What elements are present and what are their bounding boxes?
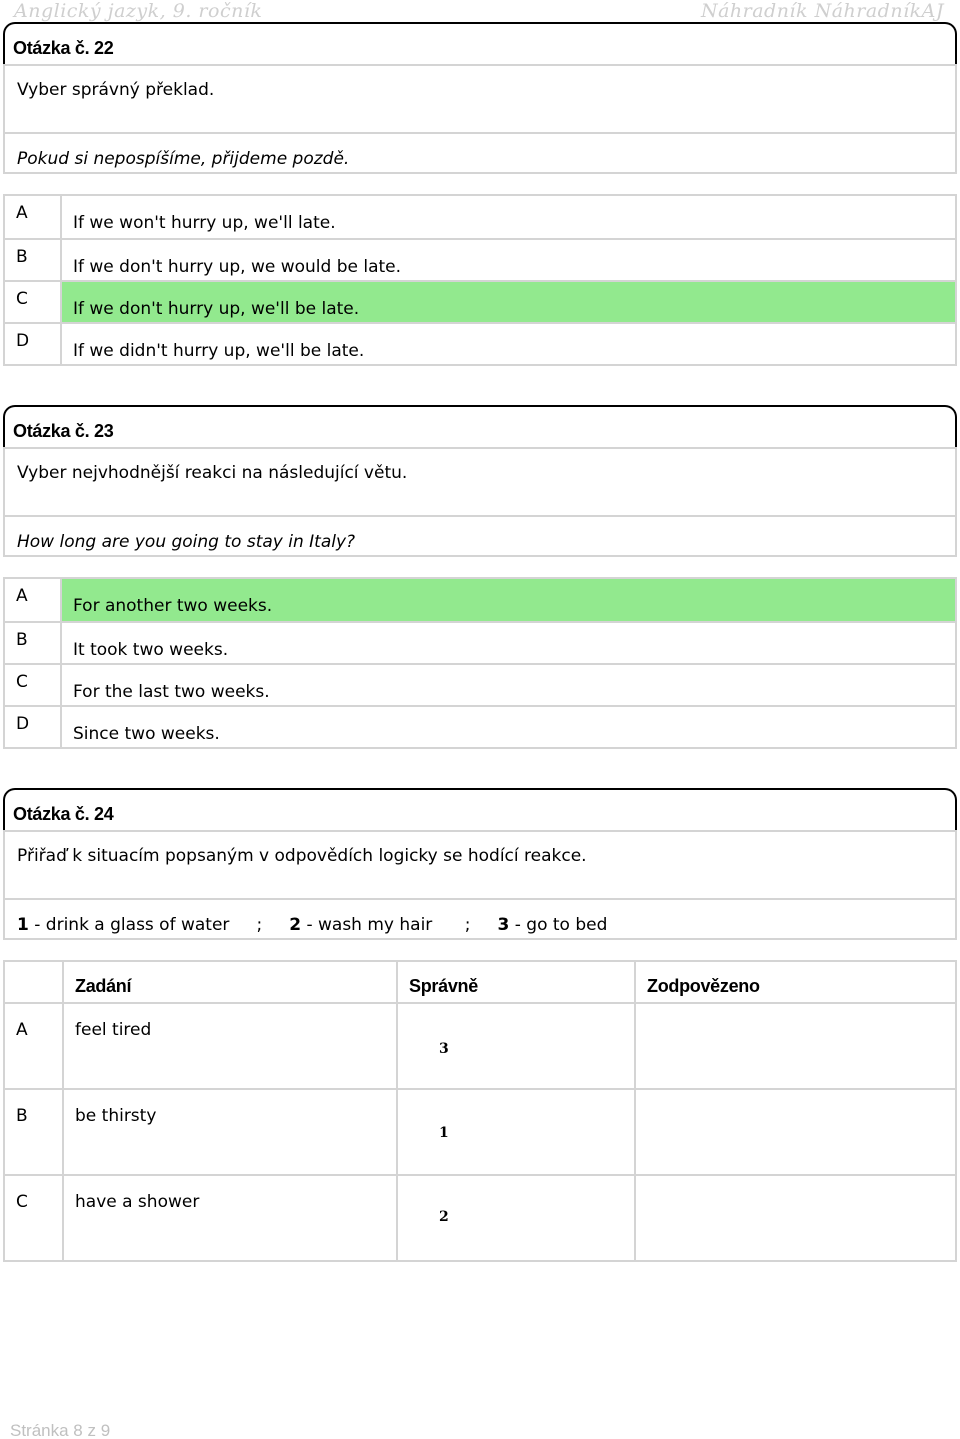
question-prompt-box bbox=[3, 64, 957, 134]
header-student: Náhradník NáhradníkAJ bbox=[700, 0, 944, 22]
option-row-d bbox=[5, 705, 955, 747]
choice-number: 2 bbox=[289, 915, 302, 935]
option-row-c-correct bbox=[5, 280, 955, 322]
option-row-c bbox=[5, 663, 955, 705]
header-task: Zadání bbox=[62, 962, 396, 1002]
option-text: If we won't hurry up, we'll late. bbox=[73, 213, 336, 233]
option-letter: A bbox=[5, 196, 62, 238]
row-letter: C bbox=[16, 1192, 28, 1212]
option-row-b bbox=[5, 238, 955, 280]
option-row-b bbox=[5, 621, 955, 663]
matching-row-c bbox=[5, 1174, 955, 1260]
row-correct bbox=[396, 1004, 634, 1088]
option-letter: B bbox=[5, 623, 62, 663]
choice-text: - wash my hair bbox=[301, 915, 433, 935]
option-letter: D bbox=[5, 707, 62, 747]
choices-box bbox=[3, 898, 957, 940]
option-text: For another two weeks. bbox=[62, 579, 955, 621]
option-text: For the last two weeks. bbox=[73, 682, 270, 702]
row-correct bbox=[396, 1176, 634, 1260]
option-text: It took two weeks. bbox=[73, 640, 229, 660]
options-table bbox=[3, 194, 957, 366]
row-answered bbox=[634, 1004, 955, 1088]
row-letter: A bbox=[16, 1020, 28, 1040]
option-letter: B bbox=[5, 240, 62, 280]
choices-line bbox=[17, 915, 607, 935]
options-table bbox=[3, 577, 957, 749]
row-answered bbox=[634, 1090, 955, 1174]
option-text: If we don't hurry up, we would be late. bbox=[73, 257, 402, 277]
question-prompt-box bbox=[3, 830, 957, 900]
question-sentence: How long are you going to stay in Italy? bbox=[17, 532, 356, 552]
matching-row-b bbox=[5, 1088, 955, 1174]
correct-answer-number: 1 bbox=[439, 1125, 449, 1141]
question-tab bbox=[3, 22, 957, 64]
question-sentence: Pokud si nepospíšíme, přijdeme pozdě. bbox=[17, 149, 350, 169]
option-text: Since two weeks. bbox=[73, 724, 220, 744]
option-text: If we didn't hurry up, we'll be late. bbox=[73, 341, 365, 361]
choice-separator: ; bbox=[256, 915, 263, 935]
option-text: If we don't hurry up, we'll be late. bbox=[62, 282, 955, 322]
question-prompt: Přiřaď k situacím popsaným v odpovědích logicky se hodící reakce. bbox=[17, 846, 587, 866]
header-empty-cell bbox=[5, 962, 62, 1002]
option-letter: C bbox=[5, 665, 62, 705]
matching-table bbox=[3, 960, 957, 1262]
question-tab bbox=[3, 788, 957, 830]
row-task: have a shower bbox=[62, 1176, 396, 1260]
matching-row-a bbox=[5, 1002, 955, 1088]
header-subject: Anglický jazyk, 9. ročník bbox=[14, 0, 263, 22]
question-title: Otázka č. 23 bbox=[13, 421, 114, 441]
question-prompt: Vyber nejvhodnější reakci na následující větu. bbox=[17, 463, 408, 483]
choice-number: 3 bbox=[497, 915, 510, 935]
option-row-a-correct bbox=[5, 579, 955, 621]
option-letter: D bbox=[5, 324, 62, 364]
option-row-a bbox=[5, 196, 955, 238]
header-answered: Zodpovězeno bbox=[634, 962, 955, 1002]
question-tab bbox=[3, 405, 957, 447]
matching-header-row bbox=[5, 962, 955, 1002]
option-letter: A bbox=[5, 579, 62, 621]
correct-answer-number: 2 bbox=[439, 1209, 449, 1225]
row-task: be thirsty bbox=[62, 1090, 396, 1174]
choice-separator: ; bbox=[464, 915, 471, 935]
question-prompt: Vyber správný překlad. bbox=[17, 80, 215, 100]
row-correct bbox=[396, 1090, 634, 1174]
option-letter: C bbox=[5, 282, 62, 322]
question-title: Otázka č. 24 bbox=[13, 804, 114, 824]
option-row-d bbox=[5, 322, 955, 364]
row-task: feel tired bbox=[62, 1004, 396, 1088]
correct-answer-number: 3 bbox=[439, 1041, 449, 1057]
choice-text: - go to bed bbox=[509, 915, 608, 935]
question-prompt-box bbox=[3, 447, 957, 517]
row-letter: B bbox=[16, 1106, 28, 1126]
choice-number: 1 bbox=[17, 915, 29, 935]
question-sentence-box bbox=[3, 132, 957, 174]
choice-text: - drink a glass of water bbox=[28, 915, 230, 935]
header-correct: Správně bbox=[396, 962, 634, 1002]
question-title: Otázka č. 22 bbox=[13, 38, 114, 58]
row-answered bbox=[634, 1176, 955, 1260]
page-number: Stránka 8 z 9 bbox=[10, 1421, 111, 1439]
question-sentence-box bbox=[3, 515, 957, 557]
